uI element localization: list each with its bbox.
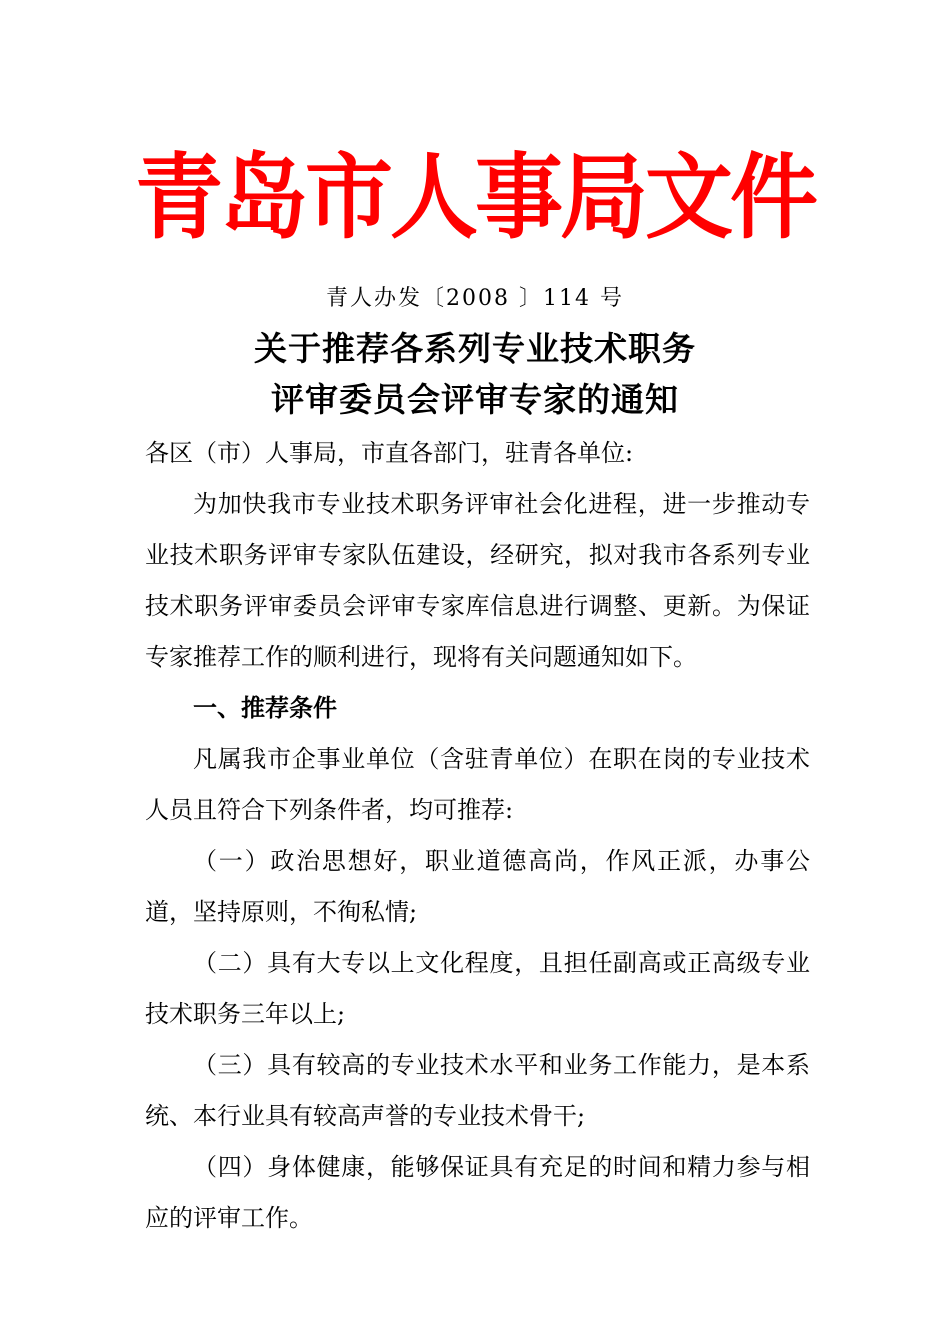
intro-paragraph: 为加快我市专业技术职务评审社会化进程，进一步推动专业技术职务评审专家队伍建设，经研究，拟对我市各系列专业技术职务评审委员会评审专家库信息进行调整、更新。为保证专家推荐工作的顺利进行，现将有关问题通知如下。 [145,490,810,671]
section-heading-1: 一、推荐条件 [193,694,337,722]
document-masthead: 青岛市人事局文件 [134,143,815,252]
condition-item-4: （四）身体健康，能够保证具有充足的时间和精力参与相应的评审工作。 [145,1153,810,1232]
condition-item-3: （三）具有较高的专业技术水平和业务工作能力，是本系统、本行业具有较高声誉的专业技术骨干; [145,1051,810,1130]
section-1-intro: 凡属我市企事业单位（含驻青单位）在职在岗的专业技术人员且符合下列条件者，均可推荐: [145,745,810,824]
document-body [145,428,810,1244]
condition-item-2: （二）具有大专以上文化程度，且担任副高或正高级专业技术职务三年以上; [145,949,810,1028]
document-number: 青人办发〔2008 〕114 号 [326,286,624,311]
document-title-line-2: 评审委员会评审专家的通知 [271,380,679,419]
document-title-line-1: 关于推荐各系列专业技术职务 [254,329,696,368]
salutation: 各区（市）人事局，市直各部门，驻青各单位: [145,439,634,467]
condition-item-1: （一）政治思想好，职业道德高尚，作风正派，办事公道，坚持原则，不徇私情; [145,847,810,926]
